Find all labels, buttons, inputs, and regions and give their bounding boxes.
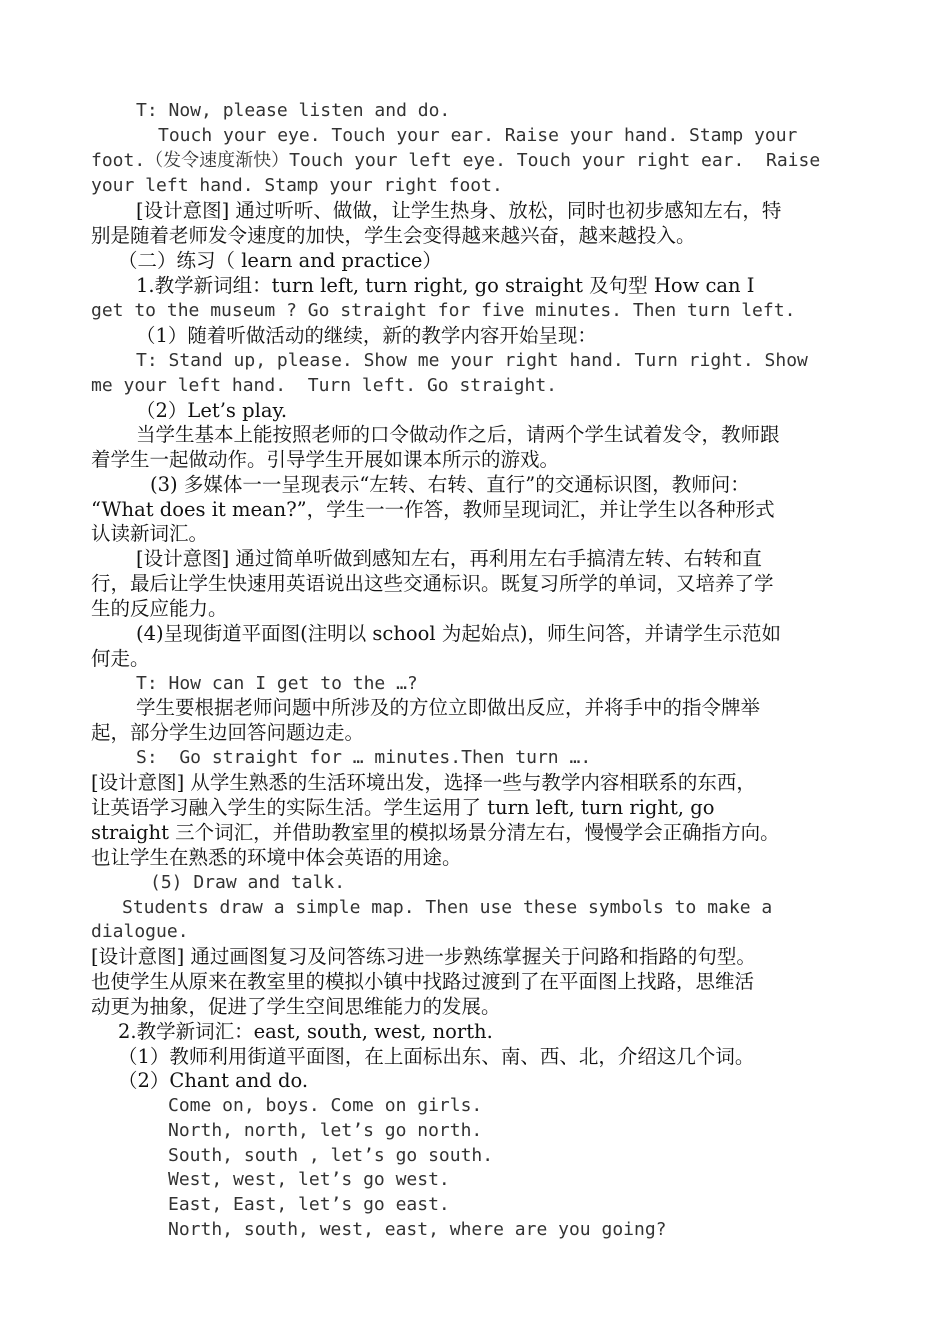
text-line: your left hand. Stamp your right foot. [91, 175, 503, 196]
text-line: 别是随着老师发令速度的加快，学生会变得越来越兴奋，越来越投入。 [91, 224, 696, 247]
section-heading: （二）练习（ learn and practice） [118, 249, 442, 272]
text-line: 行，最后让学生快速用英语说出这些交通标识。既复习所学的单词，又培养了学 [91, 572, 774, 595]
text-line: 当学生基本上能按照老师的口令做动作之后，请两个学生试着发令，教师跟 [136, 423, 780, 446]
text-line: 生的反应能力。 [91, 597, 228, 620]
text-line: 让英语学习融入学生的实际生活。学生运用了 turn left, turn right, go [91, 796, 715, 819]
chant-line: North, north, let’s go north. [168, 1120, 483, 1141]
text-line: [设计意图] 从学生熟悉的生活环境出发，选择一些与教学内容相联系的东西， [91, 771, 756, 794]
text-line: get to the museum ? Go straight for five minutes. Then turn left. [91, 300, 796, 321]
text-line: 2.教学新词汇：east, south, west, north. [118, 1020, 493, 1043]
chant-line: East, East, let’s go east. [168, 1194, 450, 1215]
text-line: straight 三个词汇，并借助教室里的模拟场景分清左右，慢慢学会正确指方向。 [91, 821, 780, 844]
text-line: Students draw a simple map. Then use these symbols to make a [122, 897, 773, 918]
chant-line: West, west, let’s go west. [168, 1169, 450, 1190]
text-line: (3) 多媒体一一呈现表示“左转、右转、直行”的交通标识图，教师问： [150, 473, 750, 496]
text-line: （2）Chant and do. [118, 1069, 309, 1092]
text-line: (4)呈现街道平面图(注明以 school 为起始点)，师生问答，并请学生示范如 [136, 622, 781, 645]
text-line: （1）教师利用街道平面图，在上面标出东、南、西、北，介绍这几个词。 [118, 1045, 755, 1068]
text-line: [设计意图] 通过听听、做做，让学生热身、放松，同时也初步感知左右，特 [136, 199, 782, 222]
text-line: 何走。 [91, 647, 150, 670]
text-line: T: How can I get to the …? [136, 673, 418, 694]
text-line: 动更为抽象，促进了学生空间思维能力的发展。 [91, 995, 501, 1018]
text-line: 认读新词汇。 [91, 522, 209, 545]
text-line: T: Now, please listen and do. [136, 100, 451, 121]
text-line: foot.（发令速度渐快）Touch your left eye. Touch your right ear. Raise [91, 150, 821, 171]
chant-line: South, south , let’s go south. [168, 1145, 494, 1166]
text-line: （2）Let’s play. [136, 399, 288, 422]
text-line: 着学生一起做动作。引导学生开展如课本所示的游戏。 [91, 448, 560, 471]
text-line: T: Stand up, please. Show me your right hand. Turn right. Show [136, 350, 808, 371]
text-line: “What does it mean?”，学生一一作答，教师呈现词汇，并让学生以各种形式 [91, 498, 775, 521]
text-line: 1.教学新词组：turn left, turn right, go straight 及句型 How can I [136, 274, 755, 297]
text-line: dialogue. [91, 921, 189, 942]
text-line: （1）随着听做活动的继续，新的教学内容开始呈现： [136, 324, 597, 347]
text-line: S: Go straight for … minutes.Then turn …. [136, 747, 592, 768]
text-line: me your left hand. Turn left. Go straight. [91, 375, 557, 396]
text-line: 也使学生从原来在教室里的模拟小镇中找路过渡到了在平面图上找路，思维活 [91, 970, 755, 993]
text-line: [设计意图] 通过画图复习及问答练习进一步熟练掌握关于问路和指路的句型。 [91, 945, 756, 968]
text-line: (5) Draw and talk. [150, 872, 346, 893]
text-line: Touch your eye. Touch your ear. Raise your hand. Stamp your [158, 125, 798, 146]
chant-line: Come on, boys. Come on girls. [168, 1095, 483, 1116]
text-line: 学生要根据老师问题中所涉及的方位立即做出反应，并将手中的指令牌举 [136, 696, 761, 719]
text-line: 起，部分学生边回答问题边走。 [91, 721, 365, 744]
text-line: [设计意图] 通过简单听做到感知左右，再利用左右手搞清左转、右转和直 [136, 547, 762, 570]
chant-line: North, south, west, east, where are you going? [168, 1219, 667, 1240]
text-line: 也让学生在熟悉的环境中体会英语的用途。 [91, 846, 462, 869]
